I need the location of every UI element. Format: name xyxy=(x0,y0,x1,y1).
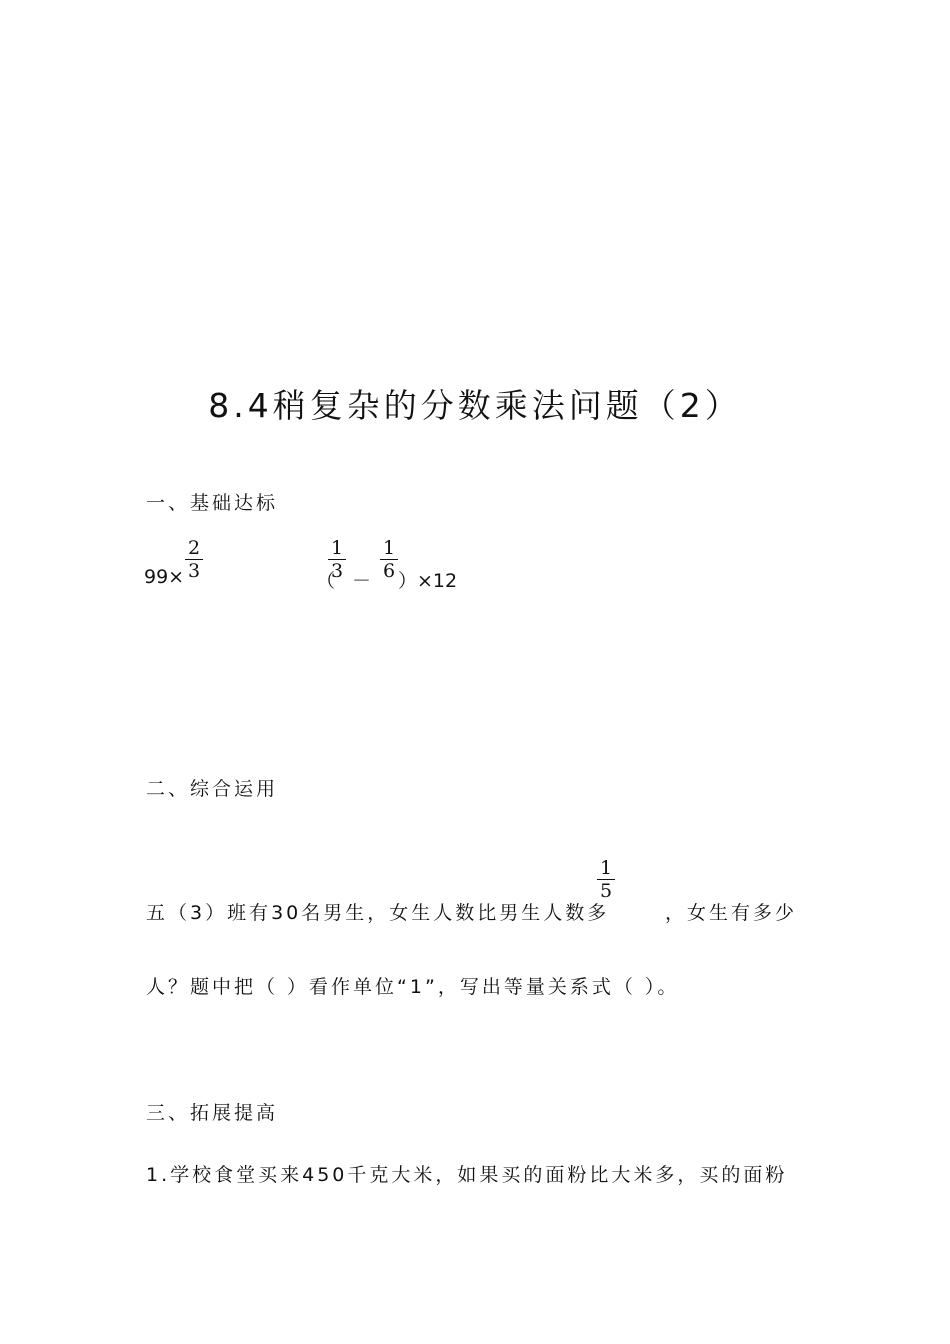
problem-line-1a: 五（3）班有30名男生，女生人数比男生人数多 xyxy=(146,902,610,924)
problem-line-1b: ，女生有多少 xyxy=(665,902,798,924)
expression-2-tail: ）×12 xyxy=(398,570,458,592)
fraction-denominator: 3 xyxy=(331,560,344,582)
page-title: 8.4稍复杂的分数乘法问题（2） xyxy=(208,386,742,425)
expression-2-minus: － xyxy=(352,570,372,592)
fraction-numerator: 1 xyxy=(383,537,396,559)
fraction-denominator: 3 xyxy=(188,560,201,582)
fraction-one-sixth xyxy=(380,538,398,581)
fraction-two-thirds xyxy=(185,538,203,581)
fraction-one-third xyxy=(328,538,346,581)
fraction-numerator: 1 xyxy=(600,857,613,879)
fraction-one-fifth xyxy=(597,858,615,901)
extension-problem-1: 1.学校食堂买来450千克大米，如果买的面粉比大米多，买的面粉 xyxy=(146,1164,788,1186)
fraction-denominator: 5 xyxy=(600,880,613,902)
fraction-numerator: 1 xyxy=(331,537,344,559)
expression-2-open-paren: （ xyxy=(316,570,336,592)
section-heading-basic: 一、基础达标 xyxy=(146,492,279,514)
fraction-numerator: 2 xyxy=(188,537,201,559)
fraction-denominator: 6 xyxy=(383,560,396,582)
expression-1-left: 99× xyxy=(144,566,185,588)
section-heading-extension: 三、拓展提高 xyxy=(146,1102,279,1124)
section-heading-applied: 二、综合运用 xyxy=(146,778,279,800)
problem-line-2: 人？题中把（ ）看作单位“1”，写出等量关系式（ ）。 xyxy=(146,976,680,998)
